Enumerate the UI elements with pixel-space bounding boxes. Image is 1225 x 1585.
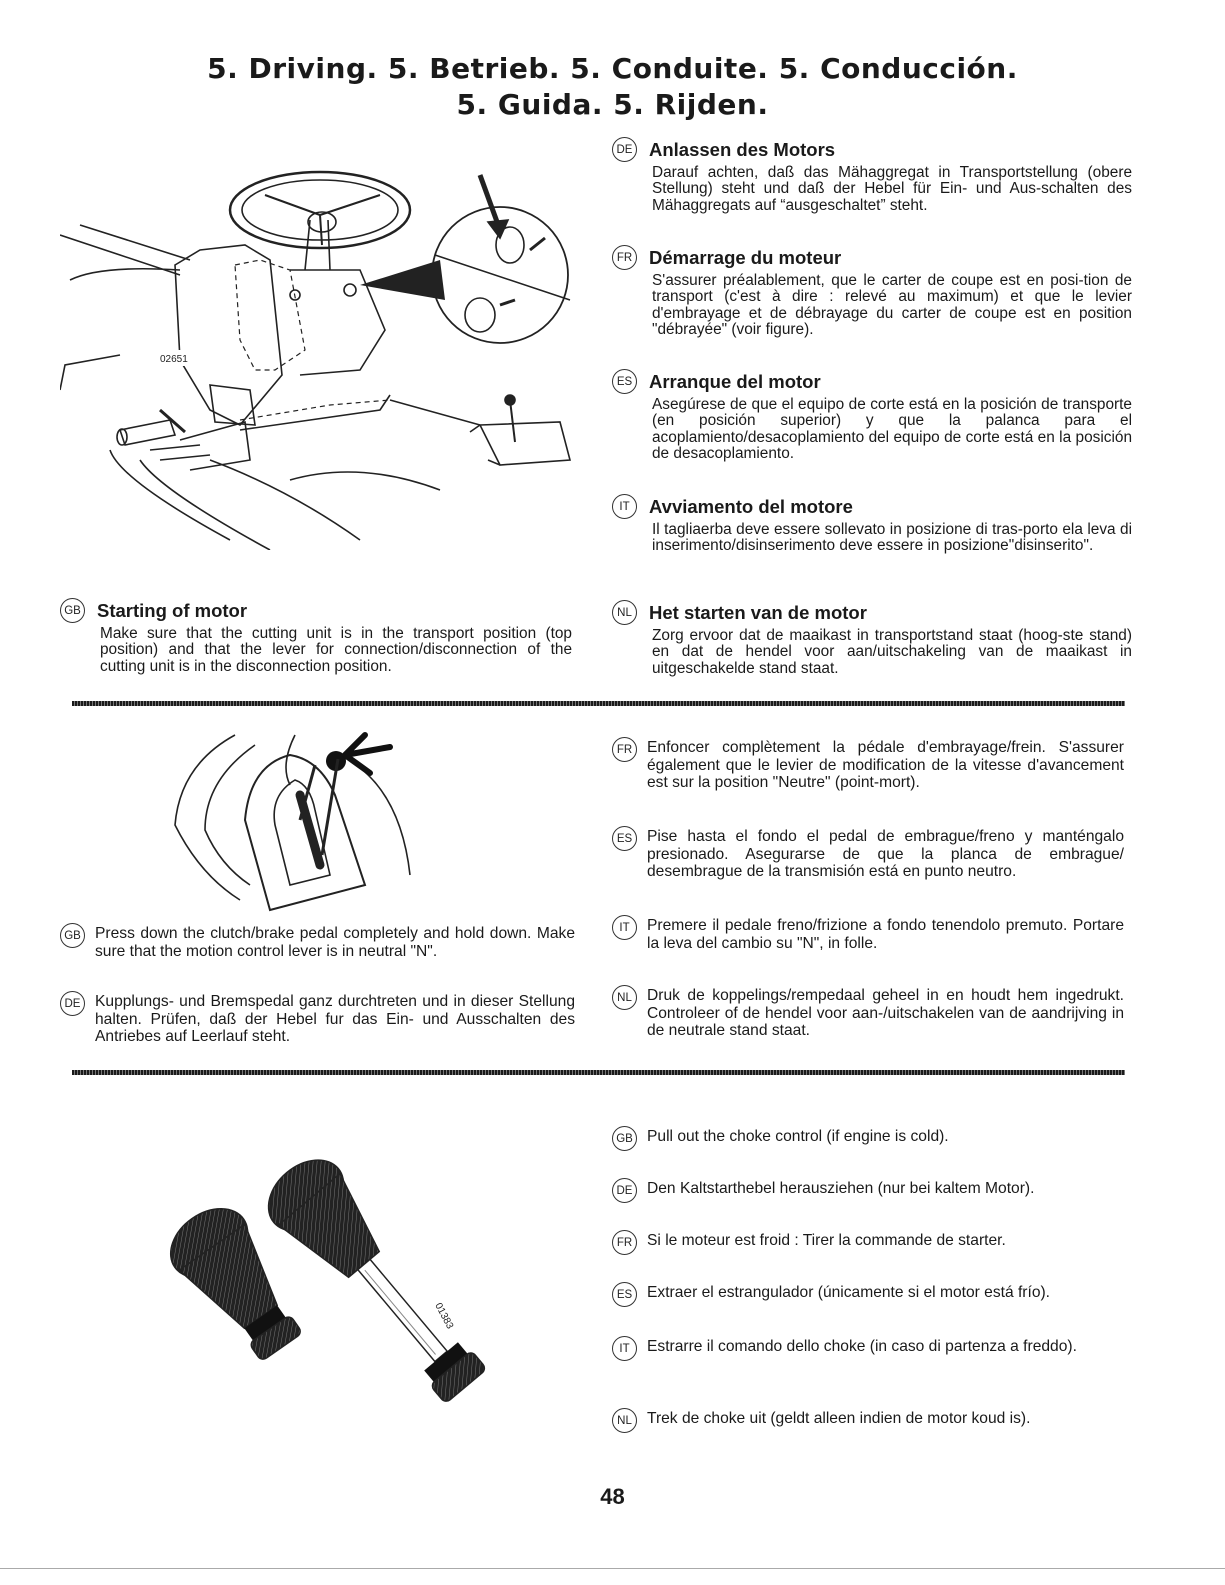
language-badge-fr: FR <box>612 245 637 270</box>
instruction-text: Si le moteur est froid : Tirer la commande de starter. <box>647 1232 1006 1249</box>
section-title: Démarrage du moteur <box>649 246 842 268</box>
instruction-text: Estrarre il comando dello choke (in caso di partenza a freddo). <box>647 1338 1077 1355</box>
section-starting-nl <box>612 600 1132 677</box>
page-title-line-2: 5. Guida. 5. Rijden. <box>456 88 769 121</box>
section-starting-es <box>612 369 1132 463</box>
section-body: Il tagliaerba deve essere sollevato in posizione di tras-porto ela leva di inserimento/disinserimento deve essere in posizione"disinserito". <box>652 521 1132 555</box>
instruction-text: Press down the clutch/brake pedal completely and hold down. Make sure that the motion control lever is in neutral "N". <box>95 925 575 960</box>
clutch-nl <box>612 987 1124 1040</box>
section-starting-fr <box>612 245 1132 339</box>
section-title: Starting of motor <box>97 599 248 621</box>
language-badge-es: ES <box>612 1282 637 1307</box>
section-starting-gb <box>60 598 572 675</box>
section-divider <box>72 1070 1125 1075</box>
instruction-text: Pise hasta el fondo el pedal de embrague/freno y manténgalo presionado. Asegurarse de que la planca de embrague/ desembrague de la transmisión está en punto neutro. <box>647 828 1124 880</box>
language-badge-it: IT <box>612 915 637 940</box>
instruction-text: Den Kaltstarthebel herausziehen (nur bei kaltem Motor). <box>647 1180 1035 1197</box>
language-badge-de: DE <box>612 137 637 162</box>
section-divider <box>72 701 1125 706</box>
choke-fr <box>612 1232 1124 1255</box>
clutch-fr <box>612 739 1124 792</box>
image-code-label: 01383 <box>432 1301 456 1331</box>
language-badge-it: IT <box>612 494 637 519</box>
choke-es <box>612 1284 1124 1307</box>
language-badge-nl: NL <box>612 985 637 1010</box>
instruction-text: Premere il pedale freno/frizione a fondo tenendolo premuto. Portare la leva del cambio su "N", in folle. <box>647 917 1124 952</box>
section-title: Avviamento del motore <box>649 495 853 517</box>
instruction-text: Extraer el estrangulador (únicamente si el motor está frío). <box>647 1284 1051 1301</box>
instruction-text: Kupplungs- und Bremspedal ganz durchtreten und in dieser Stellung halten. Prüfen, daß der Hebel fur das Ein- und Ausschalten des Antriebes auf Leerlauf steht. <box>95 993 575 1045</box>
page-bottom-edge <box>0 1568 1225 1569</box>
section-body: Make sure that the cutting unit is in the transport position (top position) and that the lever for connection/disconnection of the cutting unit is in the disconnection position. <box>100 625 572 675</box>
instruction-text: Druk de koppelings/rempedaal geheel in en houdt hem ingedrukt. Controleer of de hendel voor aan-/uitschakelen van de aandrijving in de neutrale stand staat. <box>647 987 1124 1039</box>
language-badge-fr: FR <box>612 737 637 762</box>
tractor-dashboard-illustration <box>60 160 600 550</box>
language-badge-gb: GB <box>612 1126 637 1151</box>
section-title: Arranque del motor <box>649 370 821 392</box>
section-body: Asegúrese de que el equipo de corte está en la posición de transporte (en posición superior) y que la palanca para el acoplamiento/desacoplamiento del equipo de corte está en la posición de desacoplamiento. <box>652 396 1132 463</box>
section-body: S'assurer préalablement, que le carter de coupe est en posi-tion de transport (c'est à dire : relevé au maximum) et que le levier d'embrayage et de débrayage du carter de coupe est en position "débrayée" (voir figure). <box>652 272 1132 339</box>
choke-de <box>612 1180 1124 1203</box>
language-badge-nl: NL <box>612 1408 637 1433</box>
language-badge-de: DE <box>612 1178 637 1203</box>
choke-it <box>612 1338 1124 1361</box>
choke-nl <box>612 1410 1124 1433</box>
language-badge-nl: NL <box>612 600 637 625</box>
language-badge-gb: GB <box>60 923 85 948</box>
language-badge-gb: GB <box>60 598 85 623</box>
choke-gb <box>612 1128 1124 1151</box>
motion-lever-illustration <box>160 725 420 925</box>
clutch-de <box>60 993 575 1046</box>
language-badge-it: IT <box>612 1336 637 1361</box>
page-number: 48 <box>600 1484 625 1509</box>
section-body: Zorg ervoor dat de maaikast in transportstand staat (hoog-ste stand) en dat de hendel voor aan/uitschakeling van de maaikast in uitgeschakelde stand staat. <box>652 627 1132 677</box>
instruction-text: Enfoncer complètement la pédale d'embrayage/frein. S'assurer également que le levier de modification de la vitesse d'avancement est sur la position "Neutre" (point-mort). <box>647 739 1124 791</box>
section-title: Anlassen des Motors <box>649 138 836 160</box>
instruction-text: Pull out the choke control (if engine is cold). <box>647 1128 949 1145</box>
section-body: Darauf achten, daß das Mähaggregat in Transportstellung (obere Stellung) steht und daß der Hebel für Ein- und Aus-schalten des Mähaggregats auf “ausgeschaltet” steht. <box>652 164 1132 214</box>
language-badge-de: DE <box>60 991 85 1016</box>
clutch-gb <box>60 925 575 960</box>
clutch-es <box>612 828 1124 881</box>
page-title-line-1: 5. Driving. 5. Betrieb. 5. Conduite. 5. Conducción. <box>207 52 1018 85</box>
image-code-label: 02651 <box>160 354 188 365</box>
language-badge-es: ES <box>612 369 637 394</box>
section-title: Het starten van de motor <box>649 601 867 623</box>
choke-knob-illustration <box>140 1150 540 1410</box>
section-starting-de <box>612 137 1132 214</box>
language-badge-fr: FR <box>612 1230 637 1255</box>
clutch-it <box>612 917 1124 952</box>
section-starting-it <box>612 494 1132 555</box>
language-badge-es: ES <box>612 826 637 851</box>
instruction-text: Trek de choke uit (geldt alleen indien de motor koud is). <box>647 1410 1031 1427</box>
